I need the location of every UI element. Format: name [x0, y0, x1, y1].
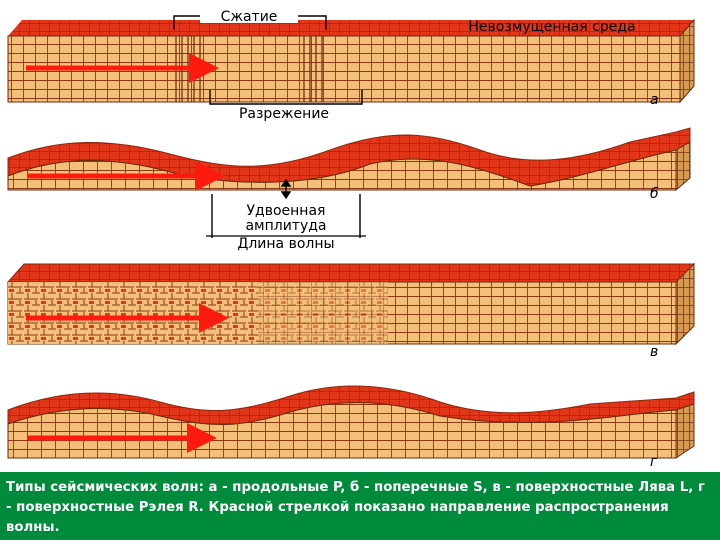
undisturbed-medium-label: Невозмущенная среда	[468, 19, 636, 35]
caption-bar	[0, 472, 720, 540]
doubled-amplitude-label-line2: амплитуда	[245, 218, 327, 234]
block-top	[8, 264, 694, 282]
wavelength-label: Длина волны	[237, 236, 335, 252]
block-side	[676, 404, 694, 458]
displaced-blocks	[8, 282, 258, 344]
block-side	[676, 142, 690, 190]
panel-c-love-wave	[8, 264, 694, 360]
figure-caption: Типы сейсмических волн: а - продольные P, б - поперечные S, в - поверхностные Лява L, г - поверхностные Рэлея R. Красной стрелкой показано направление распространения волны.	[6, 480, 705, 535]
panel-d-rayleigh-wave	[8, 386, 694, 470]
compression-label: Сжатие	[220, 9, 278, 25]
panel-letter-c: в	[650, 344, 659, 360]
panel-a-p-wave	[8, 7, 694, 122]
panel-letter-d: г	[650, 454, 658, 470]
panel-letter-b: б	[650, 186, 659, 202]
rarefaction-label: Разрежение	[238, 106, 330, 122]
doubled-amplitude-label-line1: Удвоенная	[246, 203, 326, 219]
panel-b-s-wave	[8, 128, 690, 252]
panel-letter-a: а	[650, 92, 659, 108]
